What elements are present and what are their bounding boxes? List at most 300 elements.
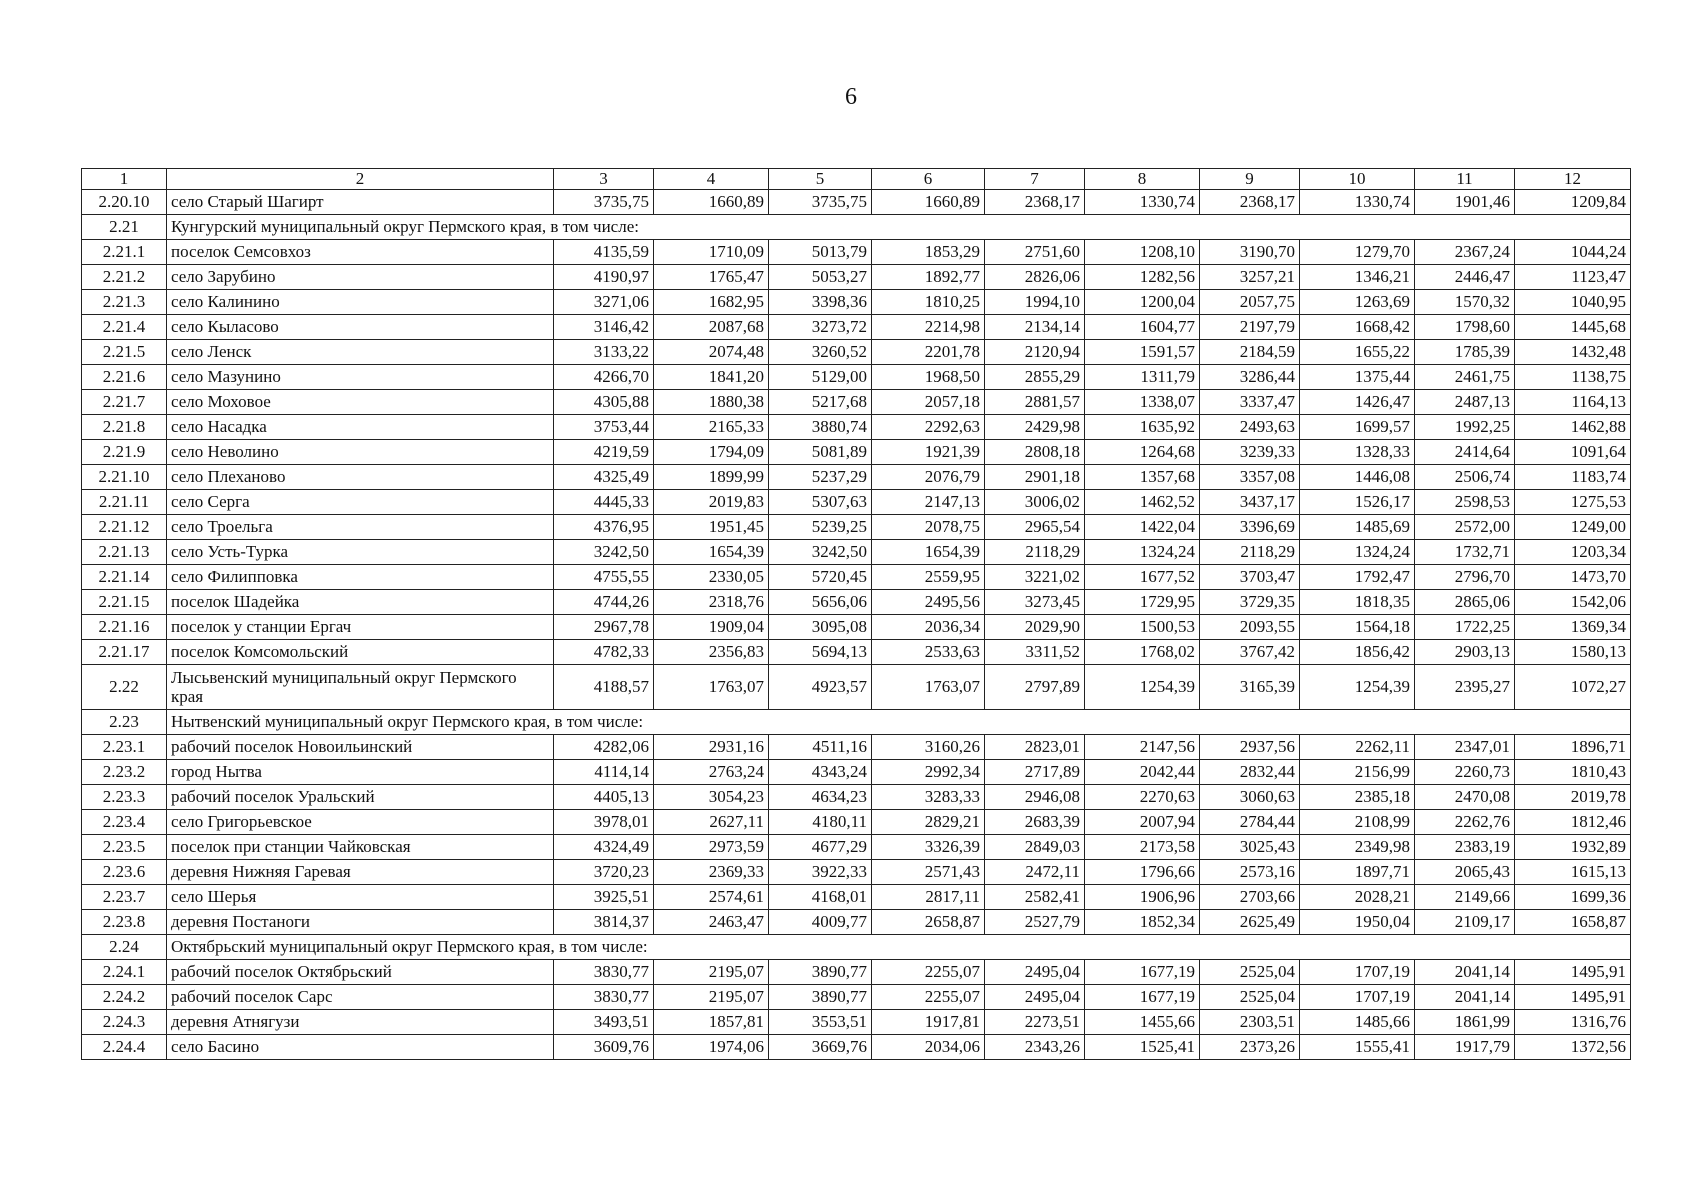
value-cell: 5053,27 (769, 265, 872, 290)
value-cell: 2559,95 (872, 565, 985, 590)
table-row (82, 640, 1631, 665)
row-code: 2.24.1 (82, 960, 167, 985)
value-cell: 2395,27 (1415, 665, 1515, 710)
value-cell: 1209,84 (1515, 190, 1631, 215)
value-cell: 4009,77 (769, 910, 872, 935)
row-code: 2.21.16 (82, 615, 167, 640)
settlement-name: село Троельга (167, 515, 554, 540)
value-cell: 2383,19 (1415, 835, 1515, 860)
settlement-name: деревня Атнягузи (167, 1010, 554, 1035)
value-cell: 2533,63 (872, 640, 985, 665)
value-cell: 2318,76 (654, 590, 769, 615)
value-cell: 5239,25 (769, 515, 872, 540)
value-cell: 1818,35 (1300, 590, 1415, 615)
value-cell: 1857,81 (654, 1010, 769, 1035)
value-cell: 1203,34 (1515, 540, 1631, 565)
value-cell: 1604,77 (1085, 315, 1200, 340)
value-cell: 1852,34 (1085, 910, 1200, 935)
value-cell: 5694,13 (769, 640, 872, 665)
settlement-name: село Моховое (167, 390, 554, 415)
value-cell: 2832,44 (1200, 760, 1300, 785)
value-cell: 5237,29 (769, 465, 872, 490)
value-cell: 1729,95 (1085, 590, 1200, 615)
value-cell: 2262,76 (1415, 810, 1515, 835)
value-cell: 1316,76 (1515, 1010, 1631, 1035)
settlement-name: рабочий поселок Новоильинский (167, 735, 554, 760)
value-cell: 2826,06 (985, 265, 1085, 290)
value-cell: 1555,41 (1300, 1035, 1415, 1060)
value-cell: 2078,75 (872, 515, 985, 540)
value-cell: 4219,59 (554, 440, 654, 465)
value-cell: 1974,06 (654, 1035, 769, 1060)
value-cell: 1249,00 (1515, 515, 1631, 540)
value-cell: 1856,42 (1300, 640, 1415, 665)
value-cell: 5720,45 (769, 565, 872, 590)
value-cell: 3337,47 (1200, 390, 1300, 415)
value-cell: 2796,70 (1415, 565, 1515, 590)
value-cell: 1785,39 (1415, 340, 1515, 365)
value-cell: 2019,78 (1515, 785, 1631, 810)
table-row (82, 960, 1631, 985)
row-code: 2.21.3 (82, 290, 167, 315)
value-cell: 4923,57 (769, 665, 872, 710)
value-cell: 1495,91 (1515, 985, 1631, 1010)
value-cell: 1330,74 (1300, 190, 1415, 215)
value-cell: 2881,57 (985, 390, 1085, 415)
value-cell: 2255,07 (872, 960, 985, 985)
value-cell: 4511,16 (769, 735, 872, 760)
settlement-name: село Басино (167, 1035, 554, 1060)
value-cell: 2472,11 (985, 860, 1085, 885)
column-header: 10 (1300, 169, 1415, 190)
value-cell: 3830,77 (554, 960, 654, 985)
value-cell: 4180,11 (769, 810, 872, 835)
value-cell: 2931,16 (654, 735, 769, 760)
value-cell: 2201,78 (872, 340, 985, 365)
value-cell: 2973,59 (654, 835, 769, 860)
value-cell: 1909,04 (654, 615, 769, 640)
row-code: 2.21.6 (82, 365, 167, 390)
value-cell: 2041,14 (1415, 960, 1515, 985)
settlement-name: село Мазунино (167, 365, 554, 390)
value-cell: 1658,87 (1515, 910, 1631, 935)
settlement-name: село Калинино (167, 290, 554, 315)
settlement-name: поселок Комсомольский (167, 640, 554, 665)
value-cell: 5081,89 (769, 440, 872, 465)
value-cell: 1654,39 (872, 540, 985, 565)
settlement-name: село Зарубино (167, 265, 554, 290)
value-cell: 2525,04 (1200, 985, 1300, 1010)
value-cell: 2260,73 (1415, 760, 1515, 785)
value-cell: 4188,57 (554, 665, 654, 710)
value-cell: 2495,56 (872, 590, 985, 615)
value-cell: 1660,89 (872, 190, 985, 215)
value-cell: 3735,75 (554, 190, 654, 215)
value-cell: 2717,89 (985, 760, 1085, 785)
value-cell: 1375,44 (1300, 365, 1415, 390)
value-cell: 2414,64 (1415, 440, 1515, 465)
value-cell: 1426,47 (1300, 390, 1415, 415)
settlement-name: село Плеханово (167, 465, 554, 490)
value-cell: 2495,04 (985, 960, 1085, 985)
value-cell: 4305,88 (554, 390, 654, 415)
value-cell: 3437,17 (1200, 490, 1300, 515)
value-cell: 3311,52 (985, 640, 1085, 665)
table-row (82, 785, 1631, 810)
settlement-name: поселок у станции Ергач (167, 615, 554, 640)
value-cell: 2108,99 (1300, 810, 1415, 835)
value-cell: 2093,55 (1200, 615, 1300, 640)
value-cell: 1526,17 (1300, 490, 1415, 515)
value-cell: 3553,51 (769, 1010, 872, 1035)
value-cell: 2368,17 (1200, 190, 1300, 215)
settlement-name: поселок Семсовхоз (167, 240, 554, 265)
value-cell: 2262,11 (1300, 735, 1415, 760)
value-cell: 1462,52 (1085, 490, 1200, 515)
value-cell: 5656,06 (769, 590, 872, 615)
value-cell: 2446,47 (1415, 265, 1515, 290)
value-cell: 3006,02 (985, 490, 1085, 515)
value-cell: 3242,50 (554, 540, 654, 565)
value-cell: 1328,33 (1300, 440, 1415, 465)
value-cell: 2784,44 (1200, 810, 1300, 835)
table-row (82, 390, 1631, 415)
table-row (82, 1010, 1631, 1035)
value-cell: 3165,39 (1200, 665, 1300, 710)
row-code: 2.24.2 (82, 985, 167, 1010)
value-cell: 1311,79 (1085, 365, 1200, 390)
value-cell: 1968,50 (872, 365, 985, 390)
table-row (82, 590, 1631, 615)
value-cell: 2849,03 (985, 835, 1085, 860)
value-cell: 1183,74 (1515, 465, 1631, 490)
value-cell: 1853,29 (872, 240, 985, 265)
value-cell: 2527,79 (985, 910, 1085, 935)
value-cell: 1369,34 (1515, 615, 1631, 640)
value-cell: 2343,26 (985, 1035, 1085, 1060)
value-cell: 1892,77 (872, 265, 985, 290)
value-cell: 1798,60 (1415, 315, 1515, 340)
value-cell: 3814,37 (554, 910, 654, 935)
value-cell: 3286,44 (1200, 365, 1300, 390)
value-cell: 2255,07 (872, 985, 985, 1010)
value-cell: 2076,79 (872, 465, 985, 490)
value-cell: 1264,68 (1085, 440, 1200, 465)
value-cell: 1699,36 (1515, 885, 1631, 910)
row-code: 2.23.1 (82, 735, 167, 760)
value-cell: 2356,83 (654, 640, 769, 665)
group-name: Октябрьский муниципальный округ Пермского края, в том числе: (167, 935, 1631, 960)
table-body (82, 169, 1631, 1060)
row-code: 2.20.10 (82, 190, 167, 215)
row-code: 2.21.8 (82, 415, 167, 440)
value-cell: 3273,45 (985, 590, 1085, 615)
value-cell: 2065,43 (1415, 860, 1515, 885)
value-cell: 5217,68 (769, 390, 872, 415)
value-cell: 2751,60 (985, 240, 1085, 265)
table-row (82, 465, 1631, 490)
value-cell: 2303,51 (1200, 1010, 1300, 1035)
value-cell: 2429,98 (985, 415, 1085, 440)
value-cell: 1500,53 (1085, 615, 1200, 640)
table-row (82, 615, 1631, 640)
column-header: 8 (1085, 169, 1200, 190)
table-row (82, 515, 1631, 540)
value-cell: 1044,24 (1515, 240, 1631, 265)
value-cell: 2109,17 (1415, 910, 1515, 935)
row-code: 2.21.2 (82, 265, 167, 290)
value-cell: 4266,70 (554, 365, 654, 390)
value-cell: 1138,75 (1515, 365, 1631, 390)
column-header: 4 (654, 169, 769, 190)
value-cell: 2965,54 (985, 515, 1085, 540)
value-cell: 2118,29 (985, 540, 1085, 565)
value-cell: 2495,04 (985, 985, 1085, 1010)
row-code: 2.21.17 (82, 640, 167, 665)
table-row (82, 985, 1631, 1010)
row-code: 2.21.15 (82, 590, 167, 615)
value-cell: 2703,66 (1200, 885, 1300, 910)
value-cell: 1615,13 (1515, 860, 1631, 885)
value-cell: 2057,75 (1200, 290, 1300, 315)
value-cell: 2149,66 (1415, 885, 1515, 910)
page-number: 6 (845, 84, 857, 110)
settlement-name: село Григорьевское (167, 810, 554, 835)
table-row (82, 240, 1631, 265)
value-cell: 2330,05 (654, 565, 769, 590)
settlement-name: село Неволино (167, 440, 554, 465)
value-cell: 2574,61 (654, 885, 769, 910)
value-cell: 1707,19 (1300, 960, 1415, 985)
value-cell: 1763,07 (872, 665, 985, 710)
value-cell: 2385,18 (1300, 785, 1415, 810)
value-cell: 1810,25 (872, 290, 985, 315)
value-cell: 1091,64 (1515, 440, 1631, 465)
value-cell: 2347,01 (1415, 735, 1515, 760)
value-cell: 1072,27 (1515, 665, 1631, 710)
value-cell: 1810,43 (1515, 760, 1631, 785)
row-code: 2.21.10 (82, 465, 167, 490)
value-cell: 2937,56 (1200, 735, 1300, 760)
value-cell: 2197,79 (1200, 315, 1300, 340)
value-cell: 1525,41 (1085, 1035, 1200, 1060)
settlement-name: село Ленск (167, 340, 554, 365)
header-row (82, 169, 1631, 190)
table-row (82, 190, 1631, 215)
value-cell: 1732,71 (1415, 540, 1515, 565)
value-cell: 2036,34 (872, 615, 985, 640)
value-cell: 1338,07 (1085, 390, 1200, 415)
value-cell: 2195,07 (654, 985, 769, 1010)
group-name: Кунгурский муниципальный округ Пермского края, в том числе: (167, 215, 1631, 240)
value-cell: 1677,19 (1085, 960, 1200, 985)
value-cell: 3396,69 (1200, 515, 1300, 540)
value-cell: 2525,04 (1200, 960, 1300, 985)
column-header: 3 (554, 169, 654, 190)
table-row (82, 885, 1631, 910)
settlement-name: село Кыласово (167, 315, 554, 340)
value-cell: 1896,71 (1515, 735, 1631, 760)
table-row (82, 910, 1631, 935)
value-cell: 1668,42 (1300, 315, 1415, 340)
table-row (82, 760, 1631, 785)
value-cell: 1812,46 (1515, 810, 1631, 835)
value-cell: 3146,42 (554, 315, 654, 340)
column-header: 12 (1515, 169, 1631, 190)
row-code: 2.23.4 (82, 810, 167, 835)
value-cell: 3095,08 (769, 615, 872, 640)
settlement-name: село Насадка (167, 415, 554, 440)
row-code: 2.21.11 (82, 490, 167, 515)
row-code: 2.21.4 (82, 315, 167, 340)
value-cell: 1040,95 (1515, 290, 1631, 315)
value-cell: 1263,69 (1300, 290, 1415, 315)
table-row (82, 835, 1631, 860)
row-code: 2.24.3 (82, 1010, 167, 1035)
column-header: 2 (167, 169, 554, 190)
value-cell: 1861,99 (1415, 1010, 1515, 1035)
value-cell: 2034,06 (872, 1035, 985, 1060)
value-cell: 2582,41 (985, 885, 1085, 910)
row-code: 2.21.14 (82, 565, 167, 590)
value-cell: 1677,19 (1085, 985, 1200, 1010)
row-code: 2.21.5 (82, 340, 167, 365)
value-cell: 2165,33 (654, 415, 769, 440)
settlement-name: деревня Нижняя Гаревая (167, 860, 554, 885)
value-cell: 1324,24 (1085, 540, 1200, 565)
value-cell: 2817,11 (872, 885, 985, 910)
value-cell: 3271,06 (554, 290, 654, 315)
value-cell: 1699,57 (1300, 415, 1415, 440)
value-cell: 4782,33 (554, 640, 654, 665)
value-cell: 1422,04 (1085, 515, 1200, 540)
value-cell: 1841,20 (654, 365, 769, 390)
value-cell: 3190,70 (1200, 240, 1300, 265)
value-cell: 1660,89 (654, 190, 769, 215)
value-cell: 2007,94 (1085, 810, 1200, 835)
value-cell: 2074,48 (654, 340, 769, 365)
value-cell: 1200,04 (1085, 290, 1200, 315)
value-cell: 2042,44 (1085, 760, 1200, 785)
table-row (82, 340, 1631, 365)
value-cell: 3703,47 (1200, 565, 1300, 590)
value-cell: 1635,92 (1085, 415, 1200, 440)
value-cell: 1330,74 (1085, 190, 1200, 215)
row-code: 2.21.12 (82, 515, 167, 540)
value-cell: 1763,07 (654, 665, 769, 710)
value-cell: 3735,75 (769, 190, 872, 215)
value-cell: 4190,97 (554, 265, 654, 290)
value-cell: 2901,18 (985, 465, 1085, 490)
value-cell: 4114,14 (554, 760, 654, 785)
value-cell: 2683,39 (985, 810, 1085, 835)
value-cell: 2195,07 (654, 960, 769, 985)
value-cell: 1580,13 (1515, 640, 1631, 665)
settlement-name: рабочий поселок Уральский (167, 785, 554, 810)
value-cell: 1445,68 (1515, 315, 1631, 340)
column-header: 7 (985, 169, 1085, 190)
value-cell: 2292,63 (872, 415, 985, 440)
column-header: 9 (1200, 169, 1300, 190)
value-cell: 1682,95 (654, 290, 769, 315)
table-row (82, 735, 1631, 760)
value-cell: 1950,04 (1300, 910, 1415, 935)
table-row (82, 665, 1631, 710)
settlement-name: рабочий поселок Сарс (167, 985, 554, 1010)
value-cell: 3398,36 (769, 290, 872, 315)
value-cell: 1485,69 (1300, 515, 1415, 540)
value-cell: 2369,33 (654, 860, 769, 885)
settlement-name: село Филипповка (167, 565, 554, 590)
value-cell: 1542,06 (1515, 590, 1631, 615)
tariff-table (81, 168, 1631, 1060)
value-cell: 3890,77 (769, 960, 872, 985)
value-cell: 3357,08 (1200, 465, 1300, 490)
settlement-name: город Нытва (167, 760, 554, 785)
value-cell: 1346,21 (1300, 265, 1415, 290)
value-cell: 3283,33 (872, 785, 985, 810)
value-cell: 2173,58 (1085, 835, 1200, 860)
value-cell: 5013,79 (769, 240, 872, 265)
value-cell: 4405,13 (554, 785, 654, 810)
value-cell: 1677,52 (1085, 565, 1200, 590)
value-cell: 2028,21 (1300, 885, 1415, 910)
value-cell: 2829,21 (872, 810, 985, 835)
value-cell: 2147,56 (1085, 735, 1200, 760)
value-cell: 2029,90 (985, 615, 1085, 640)
value-cell: 2147,13 (872, 490, 985, 515)
column-header: 1 (82, 169, 167, 190)
value-cell: 1794,09 (654, 440, 769, 465)
value-cell: 1570,32 (1415, 290, 1515, 315)
value-cell: 3221,02 (985, 565, 1085, 590)
value-cell: 1768,02 (1085, 640, 1200, 665)
value-cell: 1880,38 (654, 390, 769, 415)
column-header: 6 (872, 169, 985, 190)
value-cell: 2573,16 (1200, 860, 1300, 885)
value-cell: 2367,24 (1415, 240, 1515, 265)
value-cell: 3978,01 (554, 810, 654, 835)
table-row (82, 365, 1631, 390)
value-cell: 3890,77 (769, 985, 872, 1010)
value-cell: 1473,70 (1515, 565, 1631, 590)
value-cell: 1901,46 (1415, 190, 1515, 215)
settlement-name: поселок Шадейка (167, 590, 554, 615)
value-cell: 1564,18 (1300, 615, 1415, 640)
value-cell: 1432,48 (1515, 340, 1631, 365)
value-cell: 3753,44 (554, 415, 654, 440)
value-cell: 4445,33 (554, 490, 654, 515)
value-cell: 2658,87 (872, 910, 985, 935)
value-cell: 4755,55 (554, 565, 654, 590)
value-cell: 4282,06 (554, 735, 654, 760)
value-cell: 1899,99 (654, 465, 769, 490)
value-cell: 1994,10 (985, 290, 1085, 315)
value-cell: 4744,26 (554, 590, 654, 615)
value-cell: 2463,47 (654, 910, 769, 935)
value-cell: 3767,42 (1200, 640, 1300, 665)
value-cell: 3160,26 (872, 735, 985, 760)
value-cell: 3060,63 (1200, 785, 1300, 810)
value-cell: 2571,43 (872, 860, 985, 885)
table-row (82, 540, 1631, 565)
table-row (82, 810, 1631, 835)
value-cell: 2487,13 (1415, 390, 1515, 415)
value-cell: 1765,47 (654, 265, 769, 290)
row-code: 2.23.2 (82, 760, 167, 785)
value-cell: 2019,83 (654, 490, 769, 515)
settlement-name: село Усть-Турка (167, 540, 554, 565)
